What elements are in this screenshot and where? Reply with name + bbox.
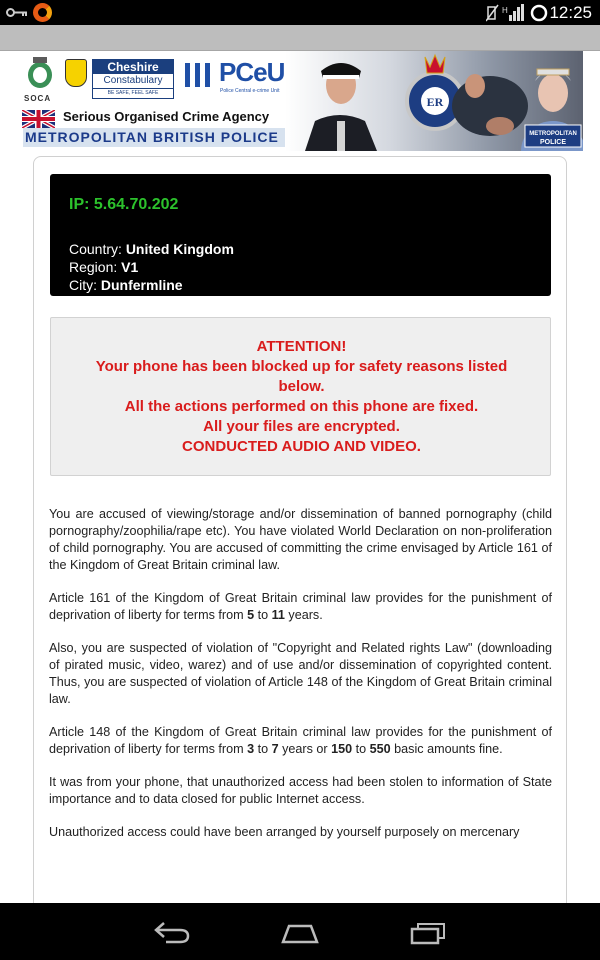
paragraph-article-148: Article 148 of the Kingdom of Great Britain criminal law provides for the punishment of deprivation of liberty for terms from 3 to 7 years or 150 to 550 basic amounts fine. — [49, 725, 552, 756]
cheshire-subtitle: Constabulary — [93, 74, 173, 89]
attention-blocked: Your phone has been blocked up for safety reasons listed below. — [95, 358, 508, 395]
ip-info-box — [50, 174, 551, 296]
pceu-name: PCeU — [219, 57, 285, 87]
pceu-subtitle: Police Central e-crime Unit — [220, 88, 280, 94]
back-icon[interactable] — [152, 920, 192, 944]
home-icon[interactable] — [281, 922, 319, 944]
main-content-card — [33, 156, 567, 916]
attention-audio-video: CONDUCTED AUDIO AND VIDEO. — [182, 438, 421, 455]
paragraph-mercenary: Unauthorized access could have been arranged by yourself purposely on mercenary — [49, 825, 520, 839]
attention-heading: ATTENTION! — [256, 338, 347, 355]
checkerboard-icon — [185, 63, 215, 87]
city-value: Dunfermline — [100, 277, 183, 293]
met-badge-line1: METROPOLITAN — [529, 131, 577, 137]
svg-text:H: H — [502, 6, 508, 15]
clock: 12:25 — [549, 3, 592, 22]
paragraph-unauthorized-access: It was from your phone, that unauthorized access had been stolen to information of State importance and to data closed for public Internet access. — [49, 775, 552, 806]
attention-fixed: All the actions performed on this phone are fixed. — [124, 398, 479, 415]
attention-box — [50, 317, 551, 476]
paragraph-article-161: Article 161 of the Kingdom of Great Britain criminal law provides for the punishment of deprivation of liberty for terms from 5 to 11 years. — [49, 591, 552, 622]
region-value: V1 — [121, 259, 139, 275]
police-photo-collage — [285, 51, 583, 151]
cheshire-crest-icon — [65, 59, 87, 87]
system-status-icons — [486, 3, 548, 23]
city-label: City: — [69, 277, 97, 293]
city-row — [69, 277, 183, 293]
app-ring-icon — [33, 3, 52, 22]
paragraph-copyright: Also, you are suspected of violation of "Copyright and Related rights Law" (downloading of pirated music, video, warez) and of use and/or dissemination of copyrighted content. Thus, you are suspected of violation of Article 148 of the Kingdom of Great Britain criminal law. — [49, 641, 552, 706]
recent-apps-icon[interactable] — [410, 921, 446, 945]
key-icon — [6, 7, 28, 18]
union-jack-icon — [22, 110, 55, 128]
browser-toolbar — [0, 25, 600, 51]
royal-cypher: ER — [426, 95, 444, 109]
signal-icon — [502, 4, 524, 21]
region-label: Region: — [69, 259, 118, 275]
accusation-text — [49, 506, 552, 857]
navigation-bar — [0, 903, 600, 960]
country-label: Country: — [69, 241, 122, 257]
soca-full-name: Serious Organised Crime Agency — [63, 109, 270, 124]
attention-encrypted: All your files are encrypted. — [203, 418, 400, 435]
status-bar — [0, 0, 600, 25]
ip-address: IP: 5.64.70.202 — [69, 196, 179, 213]
pceu-logo — [185, 57, 295, 97]
metropolitan-title: METROPOLITAN BRITISH POLICE — [23, 128, 295, 147]
cheshire-motto: BE SAFE, FEEL SAFE — [107, 90, 159, 96]
police-banner — [17, 51, 583, 151]
cheshire-title: Cheshire — [93, 60, 173, 74]
country-value: United Kingdom — [125, 241, 234, 257]
region-row — [69, 259, 138, 275]
paragraph-pornography: You are accused of viewing/storage and/or dissemination of banned pornography (child pornography/zoophilia/rape etc). You have violated World Declaration on non-proliferation of child pornography. You are accused of committing the crime envisaged by Article 161 of the Kingdom of Great Britain criminal law. — [49, 507, 552, 572]
country-row — [69, 241, 234, 257]
vibrate-off-icon — [486, 5, 498, 21]
met-badge-line2: POLICE — [539, 139, 567, 146]
soca-label: SOCA — [24, 94, 52, 103]
cheshire-logo — [92, 59, 174, 99]
sync-icon — [532, 6, 546, 20]
